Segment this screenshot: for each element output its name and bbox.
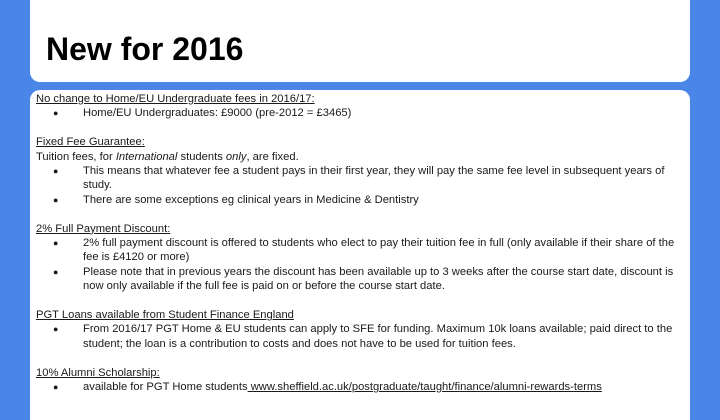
bullet-icon: ● bbox=[53, 238, 59, 249]
section-alumni-scholarship bbox=[36, 366, 686, 395]
list-item: ● available for PGT Home students www.sheffield.ac.uk/postgraduate/taught/finance/alumni-rewards-terms bbox=[53, 381, 602, 394]
title-card bbox=[30, 0, 690, 82]
alumni-rewards-link[interactable]: www.sheffield.ac.uk/postgraduate/taught/finance/alumni-rewards-terms bbox=[247, 381, 602, 394]
bullet-list bbox=[36, 106, 686, 120]
content-card bbox=[30, 90, 690, 420]
section-heading: Fixed Fee Guarantee: bbox=[36, 136, 145, 149]
bullet-list bbox=[36, 236, 686, 294]
bullet-icon: ● bbox=[53, 266, 59, 277]
list-item: ● Please note that in previous years the discount has been available up to 3 weeks after the course start date, discount is now only available if the full fee is paid on or before the course start date. bbox=[53, 265, 674, 293]
list-item: ● This means that whatever fee a student pays in their first year, they will pay the same fee level in subsequent years of study. bbox=[53, 165, 665, 192]
list-item: ● 2% full payment discount is offered to students who elect to pay their tuition fee in full (only available if their share of the fee is £4120 or more) bbox=[53, 237, 675, 264]
list-item: ● Home/EU Undergraduates: £9000 (pre-2012 = £3465) bbox=[53, 107, 352, 120]
section-heading: PGT Loans available from Student Finance England bbox=[36, 309, 294, 322]
slide-content bbox=[36, 92, 686, 409]
section-heading: 10% Alumni Scholarship: bbox=[36, 366, 160, 379]
slide-title: New for 2016 bbox=[46, 31, 244, 67]
bullet-list bbox=[36, 164, 686, 207]
section-pgt-loans bbox=[36, 308, 686, 351]
section-heading: No change to Home/EU Undergraduate fees in 2016/17: bbox=[36, 93, 315, 105]
bullet-icon: ● bbox=[53, 108, 59, 119]
list-item: ● There are some exceptions eg clinical years in Medicine & Dentistry bbox=[53, 193, 419, 206]
section-heading: 2% Full Payment Discount: bbox=[36, 222, 171, 235]
section-intro: Tuition fees, for International students only, are fixed. bbox=[36, 150, 299, 163]
list-item: ● From 2016/17 PGT Home & EU students can apply to SFE for funding. Maximum 10k loans available; paid direct to the student; the loan is a contribution to costs and does not have to be used for tuition fees. bbox=[53, 323, 673, 350]
section-full-payment-discount bbox=[36, 222, 686, 294]
bullet-icon: ● bbox=[53, 382, 59, 393]
bullet-icon: ● bbox=[53, 194, 59, 205]
bullet-icon: ● bbox=[53, 166, 59, 177]
bullet-list bbox=[36, 322, 686, 351]
section-undergraduate-fees bbox=[36, 92, 686, 121]
bullet-icon: ● bbox=[53, 324, 59, 335]
section-fixed-fee-guarantee bbox=[36, 135, 686, 207]
bullet-list bbox=[36, 380, 686, 394]
